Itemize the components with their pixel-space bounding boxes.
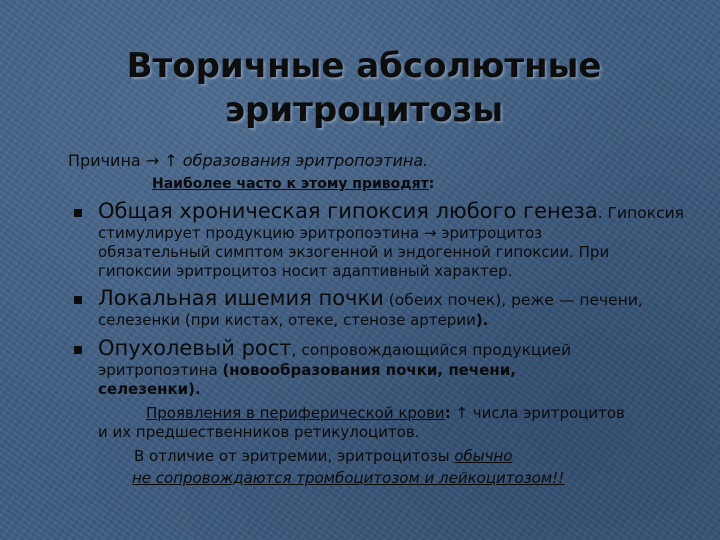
- bullet-3-line-2-text: эритропоэтина: [98, 361, 223, 379]
- bullet-3-line-2-bold: (новообразования почки, печени,: [222, 361, 516, 379]
- subheading-colon: :: [428, 176, 435, 192]
- blood-label: Проявления в периферической крови: [146, 404, 445, 422]
- bullet-1-line-2: обязательный симптом экзогенной и эндогенной гипоксии. При: [98, 243, 610, 261]
- diff-line-1-text: В отличие от эритремии, эритроцитозы: [134, 447, 455, 465]
- diff-line-2: не сопровождаются тромбоцитозом и лейкоцитозом!!: [132, 469, 565, 487]
- slide-title: [0, 44, 720, 132]
- cause-arrow: → ↑: [140, 151, 183, 170]
- blood-line-1: [146, 404, 625, 422]
- title-line-2: эритроцитозы: [224, 90, 504, 130]
- bullet-3-line-3: селезенки).: [98, 380, 201, 398]
- blood-rest: ↑ числа эритроцитов: [450, 404, 625, 422]
- bullet-1-line-1: стимулирует продукцию эритропоэтина → эритроцитоз: [98, 224, 543, 242]
- cause-text: образования эритропоэтина.: [182, 151, 429, 170]
- diff-line-1-emph: обычно: [454, 447, 513, 465]
- diff-line-1: [134, 447, 512, 465]
- bullet-marker-3: [74, 346, 82, 354]
- bullet-3-lead: Опухолевый рост: [98, 336, 292, 360]
- bullet-1-line-3: гипоксии эритроцитоз носит адаптивный характер.: [98, 262, 513, 280]
- blood-colon: :: [444, 404, 451, 422]
- title-line-1: Вторичные абсолютные: [126, 46, 602, 86]
- bullet-1-lead: Общая хроническая гипоксия любого генеза: [98, 199, 598, 223]
- bullet-1-lead-line: [98, 199, 684, 223]
- bullet-1-lead-tail: . Гипоксия: [597, 204, 684, 222]
- bullet-2-line-2-end: ).: [475, 311, 489, 329]
- bullet-2-lead-tail: (обеих почек), реже — печени,: [383, 291, 643, 309]
- subheading: [152, 176, 434, 192]
- cause-line: [68, 151, 428, 170]
- blood-line-2: и их предшественников ретикулоцитов.: [98, 423, 420, 441]
- bullet-marker-1: [74, 209, 82, 217]
- bullet-3-lead-line: [98, 336, 571, 360]
- bullet-2-line-2: [98, 311, 488, 329]
- bullet-2-lead: Локальная ишемия почки: [98, 286, 384, 310]
- cause-label: Причина: [68, 151, 141, 170]
- bullet-2-line-2-text: селезенки (при кистах, отеке, стенозе артерии: [98, 311, 476, 329]
- bullet-2-lead-line: [98, 286, 643, 310]
- bullet-marker-2: [74, 296, 82, 304]
- subheading-text: Наиболее часто к этому приводят: [152, 176, 429, 192]
- bullet-3-line-2: [98, 361, 516, 379]
- bullet-3-lead-tail: , сопровождающийся продукцией: [291, 341, 572, 359]
